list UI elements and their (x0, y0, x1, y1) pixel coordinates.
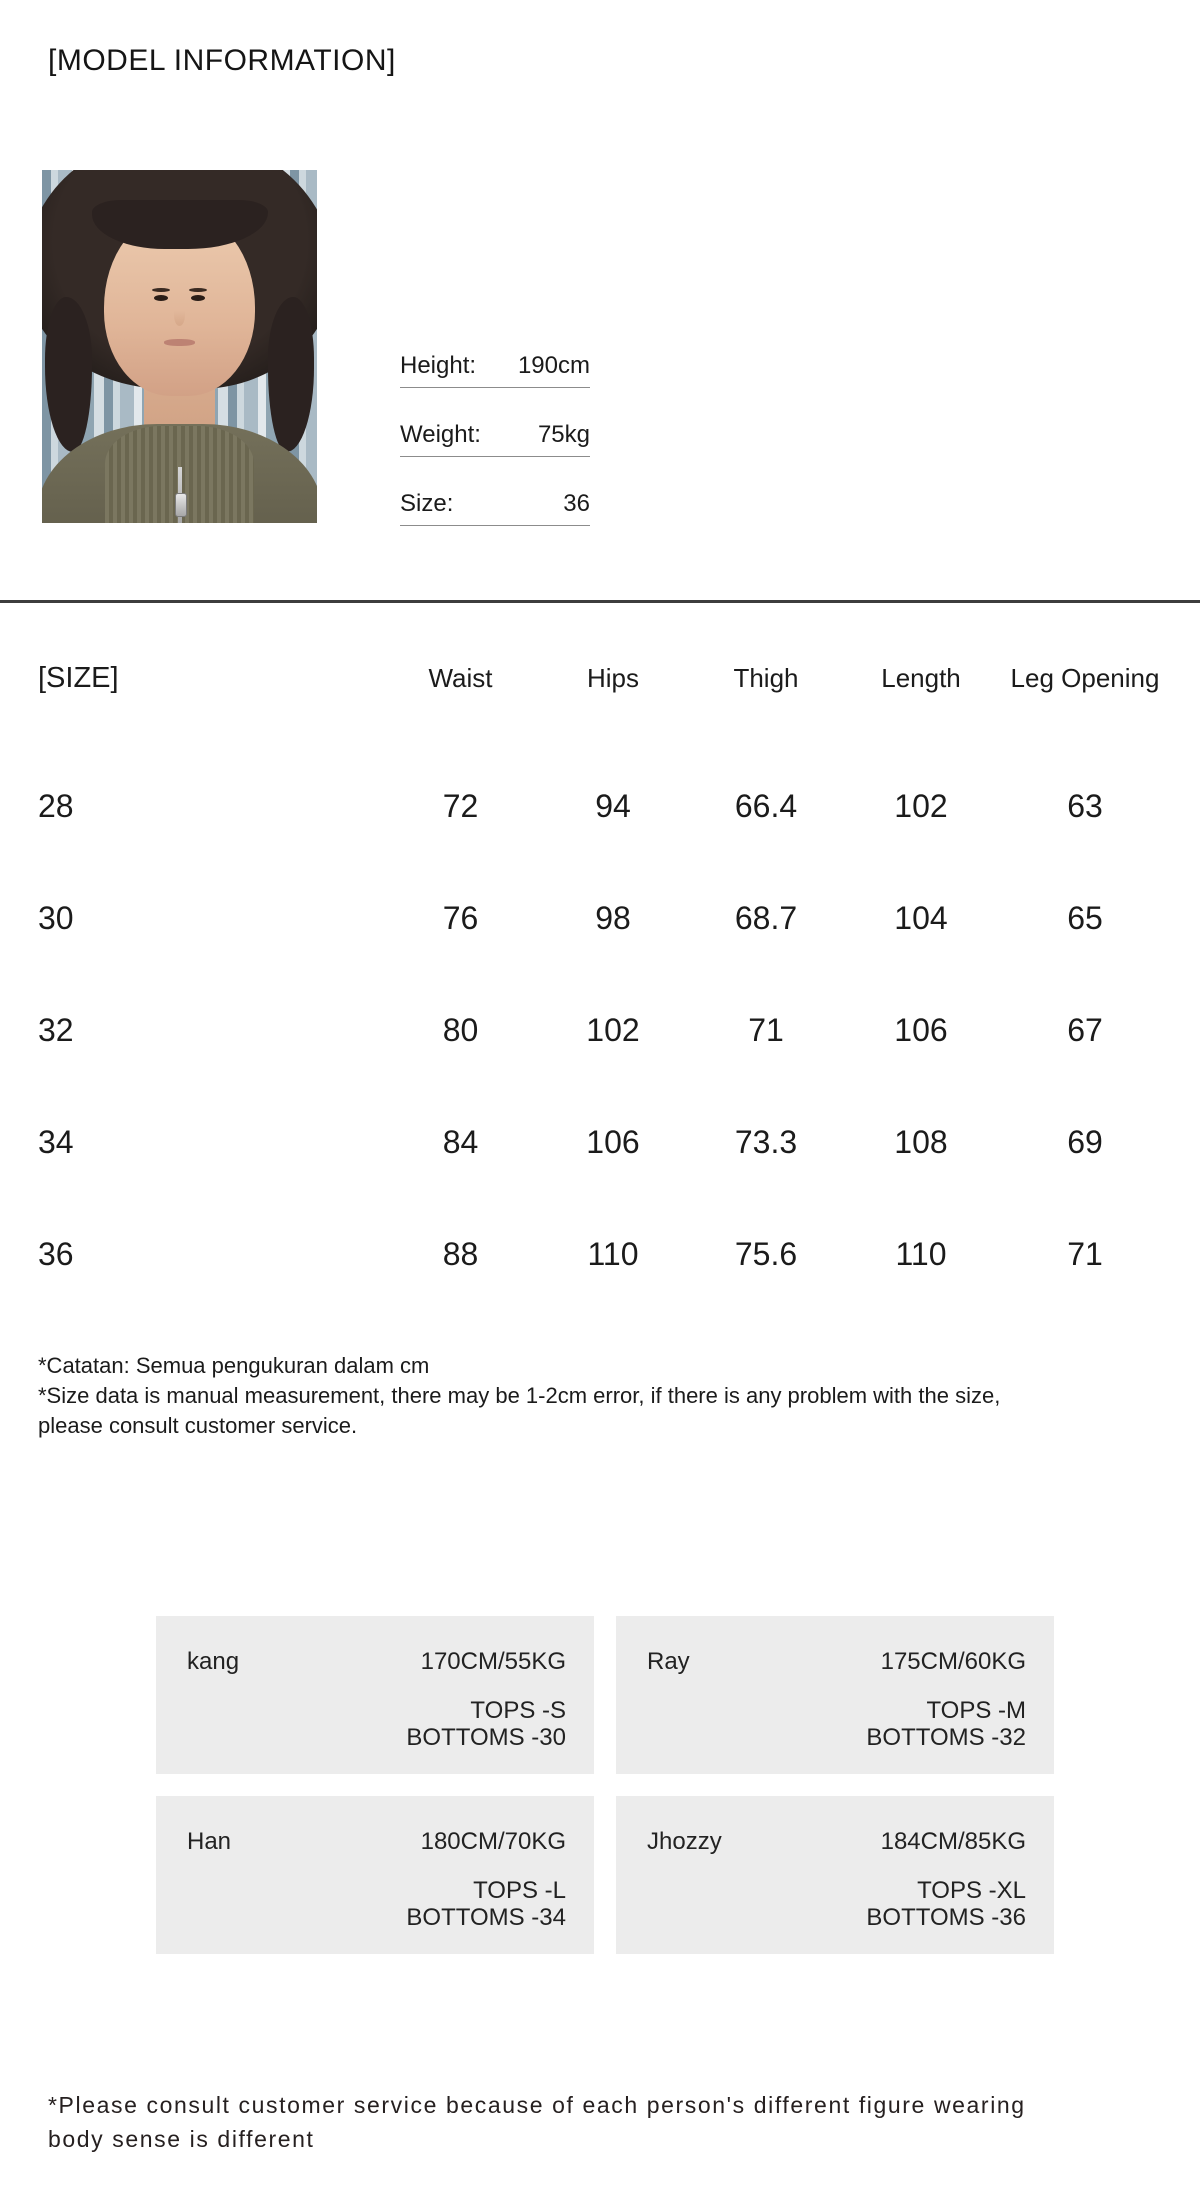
cell-leg-opening: 67 (1067, 1011, 1103, 1048)
fit-tops: TOPS -L (473, 1877, 566, 1904)
fit-model-spec: 184CM/85KG (880, 1828, 1026, 1855)
weight-value: 75kg (537, 421, 590, 448)
footer-disclaimer-line-2: body sense is different (48, 2126, 315, 2152)
cell-length: 106 (894, 1011, 948, 1048)
fit-bottoms: BOTTOMS -30 (406, 1724, 566, 1751)
fit-model-name: kang (187, 1648, 240, 1675)
height-value: 190cm (517, 352, 590, 379)
cell-length: 108 (894, 1123, 948, 1160)
table-row-size-28 (0, 750, 1200, 862)
photo-eye-left (154, 295, 168, 301)
stat-row-height (400, 352, 590, 388)
cell-hips: 94 (595, 787, 631, 824)
cell-leg-opening: 69 (1067, 1123, 1103, 1160)
column-header-waist: Waist (428, 662, 493, 693)
size-section-label: [SIZE] (38, 661, 119, 694)
fit-tops: TOPS -M (926, 1697, 1026, 1724)
cell-length: 102 (894, 787, 948, 824)
fit-bottoms: BOTTOMS -36 (866, 1904, 1026, 1931)
fit-model-spec: 170CM/55KG (420, 1648, 566, 1675)
size-table-body (0, 750, 1200, 1310)
cell-length: 110 (895, 1235, 947, 1272)
measurement-notes (38, 1351, 1168, 1441)
photo-zipper-pull (175, 493, 187, 517)
column-header-hips: Hips (586, 662, 639, 693)
cell-waist: 76 (442, 899, 479, 936)
stat-row-size (400, 490, 590, 526)
fit-model-sizes (866, 1877, 1026, 1931)
column-header-leg-opening: Leg Opening (1010, 662, 1160, 693)
row-size-label: 30 (38, 899, 74, 936)
row-size-label: 36 (38, 1235, 74, 1272)
cell-hips: 98 (595, 899, 631, 936)
fit-model-sizes (406, 1697, 566, 1751)
fit-model-name: Ray (647, 1648, 690, 1675)
column-header-length: Length (881, 662, 961, 693)
size-table-header (0, 655, 1200, 701)
photo-eye-right (191, 295, 205, 301)
table-row-size-30 (0, 862, 1200, 974)
footer-disclaimer-line-1: *Please consult customer service because of each person's different figure wearing (48, 2092, 1026, 2118)
fit-card-kang (156, 1616, 594, 1774)
cell-waist: 80 (442, 1011, 479, 1048)
weight-label: Weight: (400, 421, 481, 448)
fit-tops: TOPS -S (470, 1697, 566, 1724)
cell-hips: 106 (586, 1123, 640, 1160)
note-line-consult: please consult customer service. (38, 1413, 358, 1438)
cell-leg-opening: 65 (1067, 899, 1103, 936)
fit-bottoms: BOTTOMS -32 (866, 1724, 1026, 1751)
cell-leg-opening: 63 (1067, 787, 1103, 824)
cell-thigh: 66.4 (734, 787, 798, 824)
photo-hair-right (268, 297, 315, 452)
row-size-label: 32 (38, 1011, 74, 1048)
cell-waist: 72 (442, 787, 479, 824)
stat-row-weight (400, 421, 590, 457)
row-size-label: 34 (38, 1123, 74, 1160)
fit-card-ray (616, 1616, 1054, 1774)
photo-mouth (164, 339, 194, 346)
fit-bottoms: BOTTOMS -34 (406, 1904, 566, 1931)
photo-brow-left (152, 288, 170, 292)
table-row-size-32 (0, 974, 1200, 1086)
page-title: [MODEL INFORMATION] (48, 44, 396, 77)
photo-nose (174, 304, 185, 326)
section-divider (0, 600, 1200, 603)
cell-thigh: 68.7 (734, 899, 798, 936)
note-line-catatan: *Catatan: Semua pengukuran dalam cm (38, 1353, 430, 1378)
size-value: 36 (563, 490, 590, 517)
fit-model-cards (156, 1616, 1054, 1954)
photo-brow-right (189, 288, 207, 292)
cell-hips: 110 (587, 1235, 639, 1272)
height-label: Height: (400, 352, 477, 379)
fit-card-jhozzy (616, 1796, 1054, 1954)
photo-hair-left (45, 297, 92, 452)
cell-thigh: 75.6 (734, 1235, 798, 1272)
note-line-size-data: *Size data is manual measurement, there may be 1-2cm error, if there is any problem with the size, (38, 1383, 1001, 1408)
cell-thigh: 71 (748, 1011, 784, 1048)
footer-disclaimer (48, 2088, 1158, 2156)
table-row-size-36 (0, 1198, 1200, 1310)
model-photo (42, 170, 317, 523)
cell-leg-opening: 71 (1067, 1235, 1103, 1272)
table-row-size-34 (0, 1086, 1200, 1198)
cell-waist: 84 (442, 1123, 479, 1160)
fit-model-spec: 175CM/60KG (880, 1648, 1026, 1675)
model-stats (400, 352, 590, 559)
column-header-thigh: Thigh (733, 662, 799, 693)
fit-model-name: Han (187, 1828, 232, 1855)
fit-model-sizes (866, 1697, 1026, 1751)
fit-tops: TOPS -XL (917, 1877, 1026, 1904)
cell-waist: 88 (442, 1235, 479, 1272)
cell-length: 104 (894, 899, 948, 936)
fit-model-name: Jhozzy (647, 1828, 722, 1855)
size-label: Size: (400, 490, 454, 517)
fit-model-spec: 180CM/70KG (420, 1828, 566, 1855)
fit-card-han (156, 1796, 594, 1954)
cell-hips: 102 (586, 1011, 640, 1048)
fit-model-sizes (406, 1877, 566, 1931)
cell-thigh: 73.3 (734, 1123, 798, 1160)
row-size-label: 28 (38, 787, 74, 824)
